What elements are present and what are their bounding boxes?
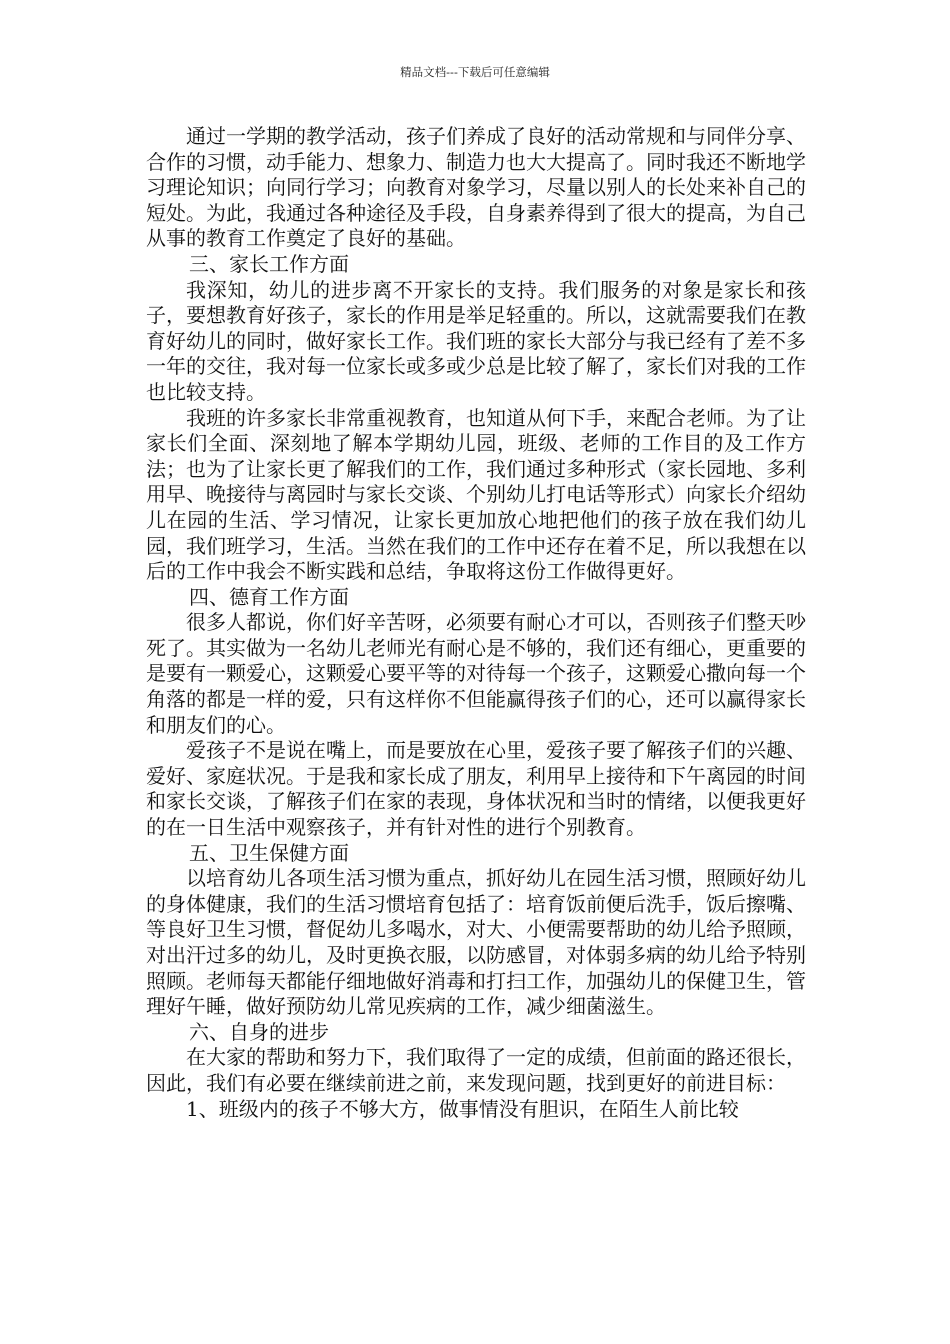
paragraph-parents-support: 我深知，幼儿的进步离不开家长的支持。我们服务的对象是家长和孩子，要想教育好孩子，家长的作用是举足轻重的。所以，这就需要我们在教育好幼儿的同时，做好家长工作。我们班的家长大部分与我已经有了差不多一年的交往，我对每一位家长或多或少总是比较了解了，家长们对我的工作也比较支持。 (146, 277, 806, 404)
paragraph-health-habits: 以培育幼儿各项生活习惯为重点，抓好幼儿在园生活习惯，照顾好幼儿的身体健康，我们的生活习惯培育包括了：培育饭前便后洗手，饭后擦嘴、等良好卫生习惯，督促幼儿多喝水，对大、小便需要帮助的幼儿给予照顾，对出汗过多的幼儿，及时更换衣服，以防感冒，对体弱多病的幼儿给予特别照顾。老师每天都能仔细地做好消毒和打扫工作，加强幼儿的保健卫生，管理好午睡，做好预防幼儿常见疾病的工作，减少细菌滋生。 (146, 866, 806, 1019)
document-body (146, 124, 806, 1122)
paragraph-parents-communication: 我班的许多家长非常重视教育，也知道从何下手，来配合老师。为了让家长们全面、深刻地了解本学期幼儿园，班级、老师的工作目的及工作方法；也为了让家长更了解我们的工作，我们通过多种形式（家长园地、多利用早、晚接待与离园时与家长交谈、个别幼儿打电话等形式）向家长介绍幼儿在园的生活、学习情况，让家长更加放心地把他们的孩子放在我们幼儿园，我们班学习，生活。当然在我们的工作中还存在着不足，所以我想在以后的工作中我会不断实践和总结，争取将这份工作做得更好。 (146, 405, 806, 584)
paragraph-moral-patience: 很多人都说，你们好辛苦呀，必须要有耐心才可以，否则孩子们整天吵死了。其实做为一名幼儿老师光有耐心是不够的，我们还有细心，更重要的是要有一颗爱心，这颗爱心要平等的对待每一个孩子，这颗爱心撒向每一个角落的都是一样的爱，只有这样你不但能赢得孩子们的心，还可以赢得家长和朋友们的心。 (146, 610, 806, 737)
paragraph-self-progress: 在大家的帮助和努力下，我们取得了一定的成绩，但前面的路还很长，因此，我们有必要在继续前进之前，来发现问题，找到更好的前进目标： (146, 1045, 806, 1095)
section-heading-parents: 三、家长工作方面 (189, 251, 349, 276)
section-heading-health: 五、卫生保健方面 (189, 840, 349, 865)
section-heading-self-progress: 六、自身的进步 (189, 1019, 329, 1044)
page-header: 精品文档---下载后可任意编辑 (400, 65, 550, 79)
paragraph-teaching-summary: 通过一学期的教学活动，孩子们养成了良好的活动常规和与同伴分享、合作的习惯，动手能力、想象力、制造力也大大提高了。同时我还不断地学习理论知识；向同行学习；向教育对象学习，尽量以别人的长处来补自己的短处。为此，我通过各种途径及手段，自身素养得到了很大的提高，为自己从事的教育工作奠定了良好的基础。 (146, 124, 806, 251)
paragraph-moral-love: 爱孩子不是说在嘴上，而是要放在心里，爱孩子要了解孩子们的兴趣、爱好、家庭状况。于是我和家长成了朋友，利用早上接待和下午离园的时间和家长交谈，了解孩子们在家的表现，身体状况和当时的情绪，以便我更好的在一日生活中观察孩子，并有针对性的进行个别教育。 (146, 738, 806, 840)
section-heading-moral: 四、德育工作方面 (189, 584, 349, 609)
paragraph-item-1: 1、班级内的孩子不够大方，做事情没有胆识，在陌生人前比较 (186, 1096, 739, 1121)
